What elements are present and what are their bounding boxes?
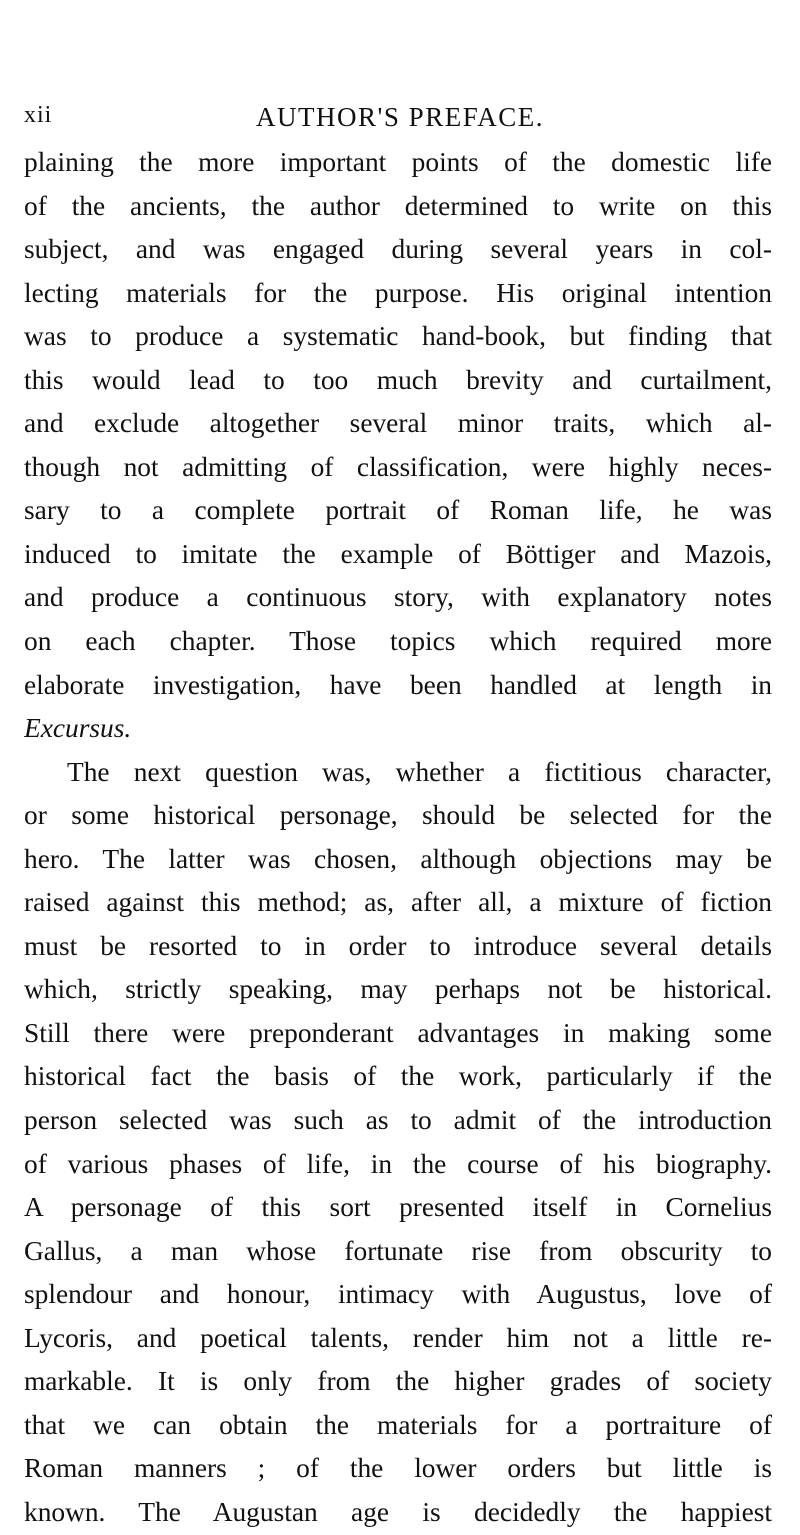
running-head: AUTHOR'S PREFACE. (256, 102, 544, 132)
text-line: Lycoris, and poetical talents, render him not a little re- (24, 1322, 772, 1353)
body-text (24, 141, 772, 1535)
text-line: elaborate investigation, have been handled at length in (24, 669, 772, 700)
text-line: on each chapter. Those topics which required more (24, 626, 772, 657)
text-line: and produce a continuous story, with explanatory notes (24, 582, 772, 613)
text-line: this would lead to too much brevity and curtailment, (24, 364, 772, 395)
text-line: sary to a complete portrait of Roman life, he was (24, 495, 772, 526)
text-line: Roman manners ; of the lower orders but little is (24, 1453, 772, 1484)
text-line: splendour and honour, intimacy with Augustus, love of (24, 1279, 772, 1310)
text-line: of the ancients, the author determined to write on this (24, 190, 772, 221)
text-line: must be resorted to in order to introduce several details (24, 930, 772, 961)
text-line: subject, and was engaged during several years in col- (24, 234, 772, 265)
text-line-italic: Excursus. (24, 713, 132, 744)
text-line: known. The Augustan age is decidedly the happiest (24, 1496, 772, 1527)
text-line: Gallus, a man whose fortunate rise from obscurity to (24, 1235, 772, 1266)
text-line: raised against this method; as, after all, a mixture of fiction (24, 887, 772, 918)
text-line: of various phases of life, in the course of his biography. (24, 1148, 772, 1179)
text-line: Still there were preponderant advantages in making some (24, 1017, 772, 1048)
text-line: or some historical personage, should be selected for the (24, 800, 772, 831)
text-line: lecting materials for the purpose. His original intention (24, 277, 772, 308)
text-line: A personage of this sort presented itself in Cornelius (24, 1192, 772, 1223)
text-line: plaining the more important points of the domestic life (24, 147, 772, 177)
text-line: that we can obtain the materials for a portraiture of (24, 1409, 772, 1440)
text-line: which, strictly speaking, may perhaps not be historical. (24, 974, 772, 1005)
paragraph-start-line: The next question was, whether a fictitious character, (67, 756, 772, 787)
page-header (24, 102, 776, 142)
text-line: induced to imitate the example of Böttiger and Mazois, (24, 538, 772, 569)
text-line: person selected was such as to admit of the introduction (24, 1105, 772, 1136)
text-line: hero. The latter was chosen, although objections may be (24, 843, 772, 874)
page-number: xii (24, 102, 53, 128)
text-line: historical fact the basis of the work, particularly if the (24, 1061, 772, 1092)
text-line: though not admitting of classification, were highly neces- (24, 451, 772, 482)
text-line: markable. It is only from the higher grades of society (24, 1366, 772, 1397)
text-line: was to produce a systematic hand-book, but finding that (24, 321, 772, 352)
text-line: and exclude altogether several minor traits, which al- (24, 408, 772, 439)
